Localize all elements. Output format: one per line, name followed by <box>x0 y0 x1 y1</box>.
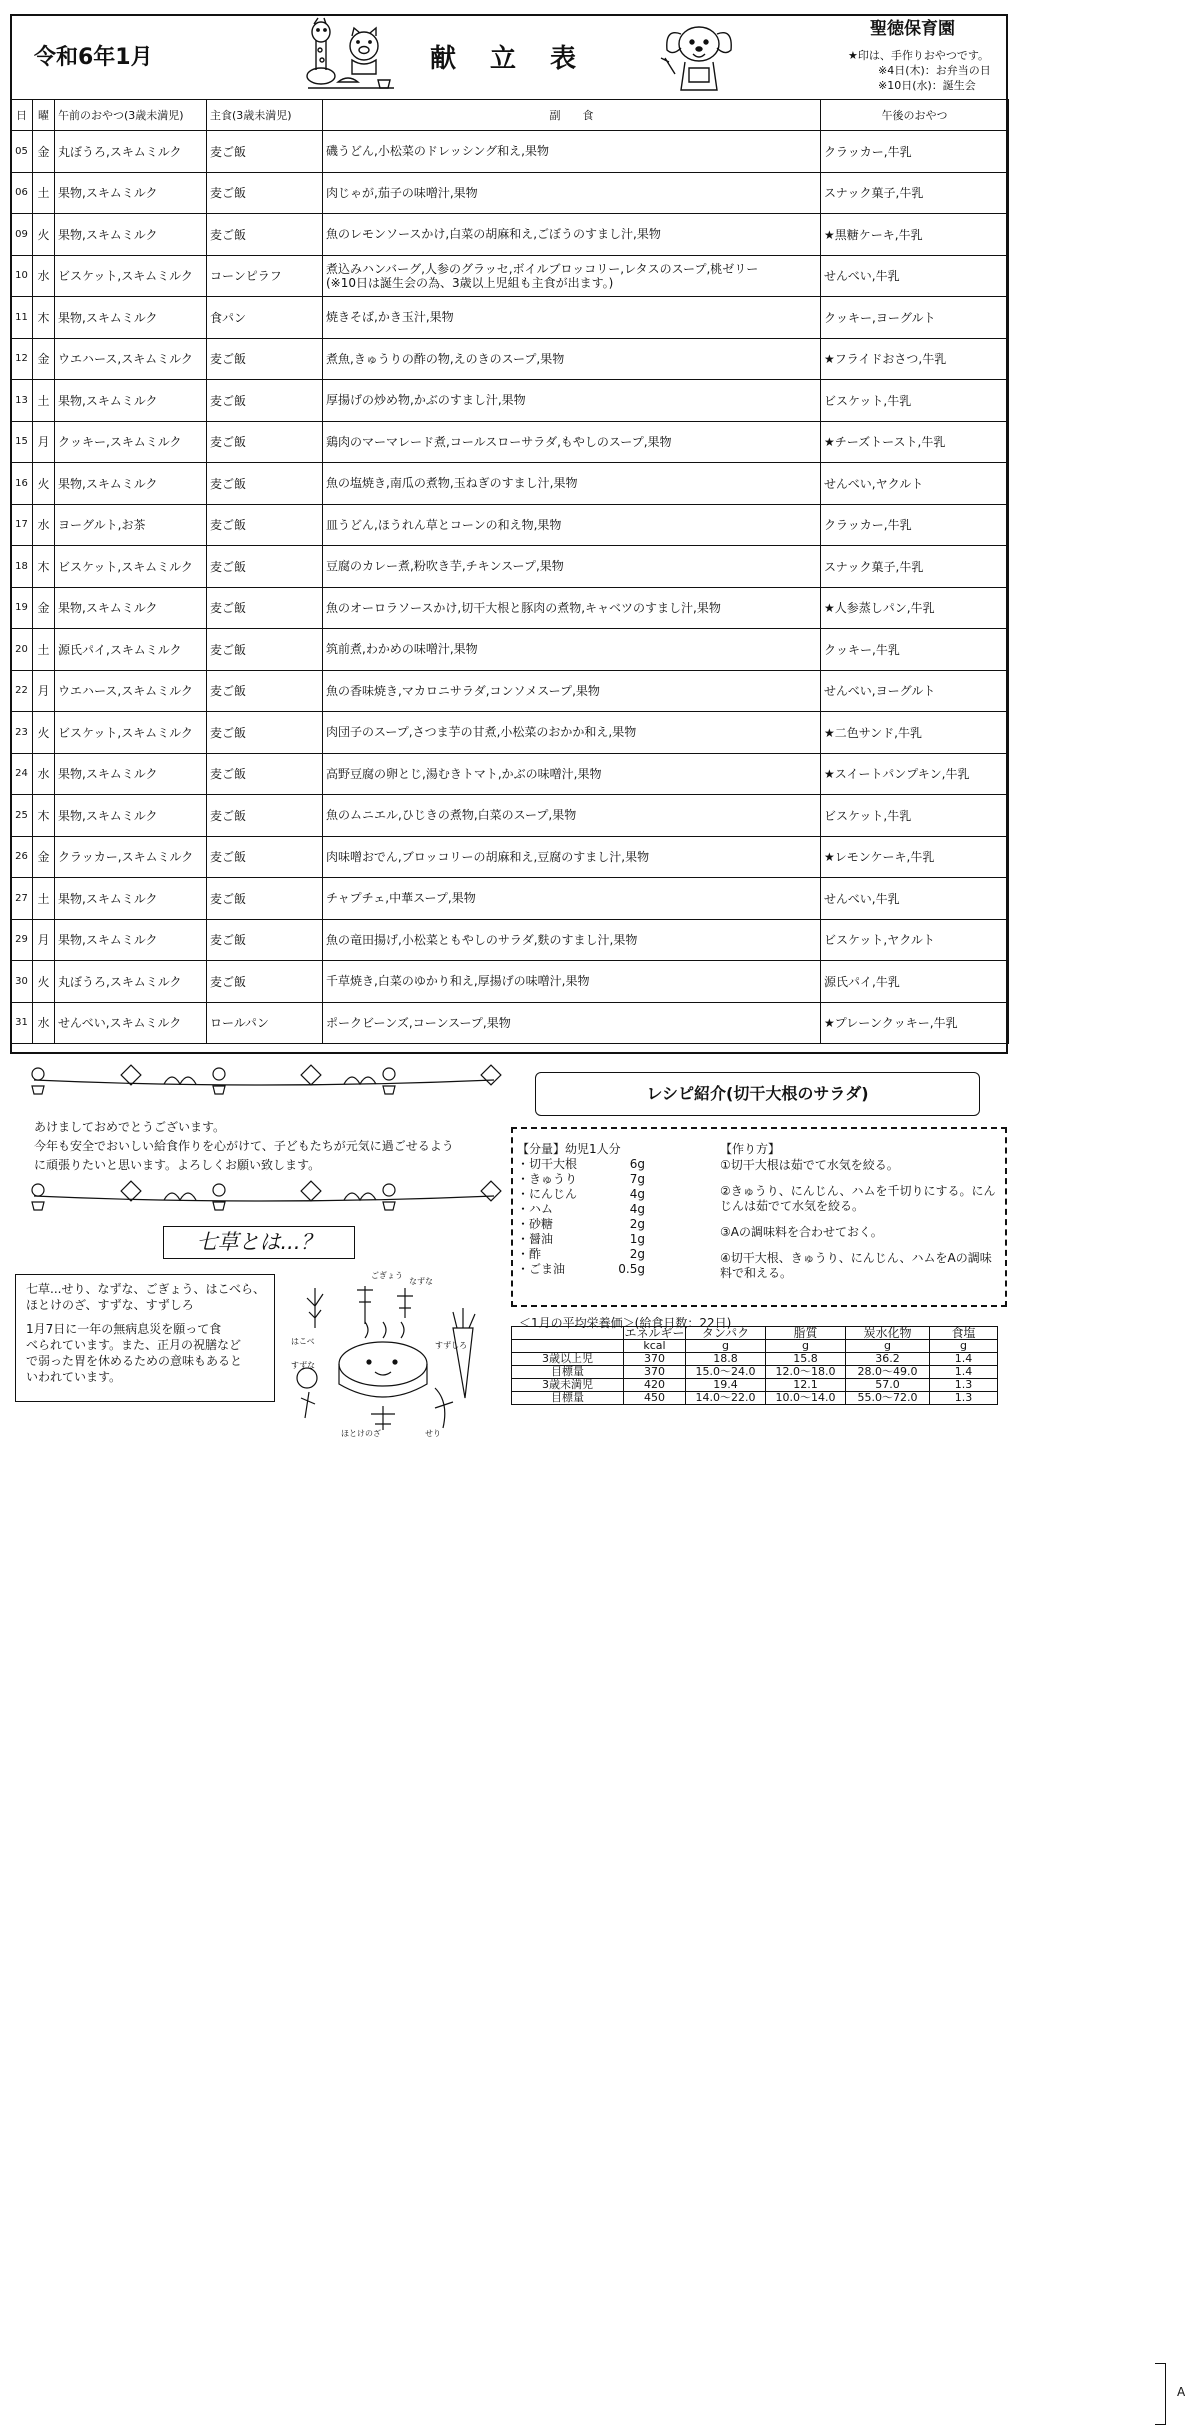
recipe-step: ③Aの調味料を合わせておく。 <box>720 1225 883 1239</box>
menu-side-dish-cell: 肉団子のスープ,さつま芋の甘煮,小松菜のおかか和え,果物 <box>323 712 821 754</box>
menu-weekday-cell: 火 <box>33 961 55 1003</box>
menu-staple-cell: 麦ご飯 <box>207 214 323 256</box>
nutrition-cell: 55.0～72.0 <box>846 1392 930 1405</box>
menu-pm-snack-cell: ★フライドおさつ,牛乳 <box>821 338 1009 380</box>
ingredient-name: ・きゅうり <box>517 1172 578 1186</box>
menu-am-snack-cell: 果物,スキムミルク <box>55 587 207 629</box>
nutrition-cell: g <box>686 1340 766 1353</box>
ingredient-item <box>517 1187 645 1202</box>
ingredient-amount: 7g <box>629 1172 645 1186</box>
menu-weekday-cell: 火 <box>33 463 55 505</box>
menu-staple-cell: コーンピラフ <box>207 255 323 297</box>
nutrition-cell: 370 <box>624 1366 686 1379</box>
menu-row <box>11 919 1009 961</box>
menu-weekday-cell: 木 <box>33 297 55 339</box>
nutrition-cell: 12.1 <box>766 1379 846 1392</box>
menu-am-snack-cell: クラッカー,スキムミルク <box>55 836 207 878</box>
menu-weekday-cell: 火 <box>33 712 55 754</box>
ingredient-name: ・にんじん <box>517 1187 578 1201</box>
decorative-border-top <box>14 1064 504 1096</box>
menu-day-cell: 29 <box>11 919 33 961</box>
nutrition-cell: 1.3 <box>930 1392 998 1405</box>
menu-row <box>11 338 1009 380</box>
menu-side-dish-cell: 千草焼き,白菜のゆかり和え,厚揚げの味噌汁,果物 <box>323 961 821 1003</box>
ingredient-name: ・ハム <box>517 1202 554 1216</box>
nanakusa-line: ほとけのざ、すずな、すずしろ <box>26 1298 194 1312</box>
menu-weekday-cell: 土 <box>33 172 55 214</box>
menu-row <box>11 878 1009 920</box>
ingredient-name: ・砂糖 <box>517 1217 554 1231</box>
menu-day-cell: 11 <box>11 297 33 339</box>
nutrition-cell: 目標量 <box>512 1366 624 1379</box>
col-header-staple: 主食(3歳未満児) <box>207 100 323 131</box>
menu-am-snack-cell: 果物,スキムミルク <box>55 214 207 256</box>
nutrition-cell: g <box>930 1340 998 1353</box>
nutrition-cell: 36.2 <box>846 1353 930 1366</box>
menu-staple-cell: 麦ご飯 <box>207 546 323 588</box>
menu-staple-cell: 麦ご飯 <box>207 919 323 961</box>
menu-side-dish-cell: 肉じゃが,茄子の味噌汁,果物 <box>323 172 821 214</box>
menu-day-cell: 23 <box>11 712 33 754</box>
menu-side-dish-cell: 魚の香味焼き,マカロニサラダ,コンソメスープ,果物 <box>323 670 821 712</box>
herb-label: すずな <box>291 1361 316 1370</box>
menu-weekday-cell: 土 <box>33 380 55 422</box>
menu-row <box>11 504 1009 546</box>
menu-row <box>11 795 1009 837</box>
menu-day-cell: 10 <box>11 255 33 297</box>
menu-pm-snack-cell: ★人参蒸しパン,牛乳 <box>821 587 1009 629</box>
seasoning-bracket <box>1155 2363 1166 2425</box>
nutrition-cell: 1.4 <box>930 1366 998 1379</box>
menu-side-dish-cell: 魚の竜田揚げ,小松菜ともやしのサラダ,麩のすまし汁,果物 <box>323 919 821 961</box>
menu-weekday-cell: 金 <box>33 338 55 380</box>
ingredient-amount: 2g <box>629 1247 645 1261</box>
menu-row <box>11 421 1009 463</box>
menu-side-dish-cell: 焼きそば,かき玉汁,果物 <box>323 297 821 339</box>
nutrition-cell: 目標量 <box>512 1392 624 1405</box>
menu-pm-snack-cell: スナック菓子,牛乳 <box>821 546 1009 588</box>
menu-day-cell: 12 <box>11 338 33 380</box>
menu-weekday-cell: 水 <box>33 504 55 546</box>
menu-row <box>11 712 1009 754</box>
menu-am-snack-cell: 果物,スキムミルク <box>55 919 207 961</box>
menu-pm-snack-cell: せんべい,ヤクルト <box>821 463 1009 505</box>
menu-row <box>11 214 1009 256</box>
menu-staple-cell: 麦ご飯 <box>207 629 323 671</box>
menu-day-cell: 13 <box>11 380 33 422</box>
menu-side-dish-cell: 筑前煮,わかめの味噌汁,果物 <box>323 629 821 671</box>
side-dish-note: (※10日は誕生会の為、3歳以上児組も主食が出ます。) <box>326 275 614 290</box>
recipe-step: ①切干大根は茹でて水気を絞る。 <box>720 1158 899 1172</box>
greeting-line: あけましておめでとうございます。 <box>34 1120 226 1134</box>
herb-label: ごぎょう <box>371 1271 403 1280</box>
menu-weekday-cell: 木 <box>33 546 55 588</box>
nutrition-cell: 450 <box>624 1392 686 1405</box>
seven-herbs-illustration <box>285 1268 500 1438</box>
menu-am-snack-cell: 果物,スキムミルク <box>55 172 207 214</box>
herb-label: なずな <box>409 1277 433 1286</box>
menu-row <box>11 380 1009 422</box>
menu-staple-cell: 麦ご飯 <box>207 961 323 1003</box>
menu-side-dish-cell: 魚のレモンソースかけ,白菜の胡麻和え,ごぼうのすまし汁,果物 <box>323 214 821 256</box>
menu-staple-cell: 麦ご飯 <box>207 878 323 920</box>
menu-pm-snack-cell: クラッカー,牛乳 <box>821 131 1009 173</box>
menu-row <box>11 629 1009 671</box>
menu-pm-snack-cell: スナック菓子,牛乳 <box>821 172 1009 214</box>
ingredient-item <box>517 1172 645 1187</box>
menu-side-dish-cell: 高野豆腐の卵とじ,湯むきトマト,かぶの味噌汁,果物 <box>323 753 821 795</box>
menu-side-dish-cell <box>323 255 821 297</box>
nutrition-unit-row <box>512 1340 998 1353</box>
menu-row <box>11 172 1009 214</box>
col-header-pm-snack: 午後のおやつ <box>821 100 1009 131</box>
herb-label: せり <box>425 1429 441 1438</box>
menu-am-snack-cell: 果物,スキムミルク <box>55 297 207 339</box>
menu-pm-snack-cell: ビスケット,牛乳 <box>821 795 1009 837</box>
ingredient-name: ・切干大根 <box>517 1157 578 1171</box>
menu-pm-snack-cell: ★黒糖ケーキ,牛乳 <box>821 214 1009 256</box>
menu-side-dish-cell: 魚のオーロラソースかけ,切干大根と豚肉の煮物,キャベツのすまし汁,果物 <box>323 587 821 629</box>
menu-pm-snack-cell: ★レモンケーキ,牛乳 <box>821 836 1009 878</box>
ingredient-amount: 1g <box>629 1232 645 1246</box>
menu-weekday-cell: 木 <box>33 795 55 837</box>
menu-day-cell: 25 <box>11 795 33 837</box>
ingredient-amount: 0.5g <box>618 1262 645 1276</box>
menu-staple-cell: 麦ご飯 <box>207 836 323 878</box>
ingredient-amount: 6g <box>629 1157 645 1171</box>
menu-table <box>10 99 1009 1044</box>
nutrition-row <box>512 1366 998 1379</box>
menu-pm-snack-cell: ★プレーンクッキー,牛乳 <box>821 1002 1009 1044</box>
nutrition-cell: 12.0～18.0 <box>766 1366 846 1379</box>
nutrition-header-cell <box>512 1327 624 1340</box>
menu-weekday-cell: 火 <box>33 214 55 256</box>
menu-staple-cell: 麦ご飯 <box>207 795 323 837</box>
menu-am-snack-cell: 丸ぼうろ,スキムミルク <box>55 961 207 1003</box>
dog-chef-illustration <box>655 18 745 98</box>
nutrition-cell: 1.3 <box>930 1379 998 1392</box>
menu-staple-cell: 麦ご飯 <box>207 712 323 754</box>
ingredients-header: 【分量】幼児1人分 <box>517 1142 621 1156</box>
menu-am-snack-cell: 果物,スキムミルク <box>55 380 207 422</box>
menu-day-cell: 19 <box>11 587 33 629</box>
menu-weekday-cell: 月 <box>33 919 55 961</box>
menu-pm-snack-cell: クッキー,牛乳 <box>821 629 1009 671</box>
menu-day-cell: 30 <box>11 961 33 1003</box>
menu-staple-cell: 麦ご飯 <box>207 504 323 546</box>
nutrition-row <box>512 1379 998 1392</box>
steps-header: 【作り方】 <box>720 1142 781 1156</box>
menu-row <box>11 670 1009 712</box>
menu-side-dish-cell: 煮魚,きゅうりの酢の物,えのきのスープ,果物 <box>323 338 821 380</box>
menu-row <box>11 1002 1009 1044</box>
menu-am-snack-cell: 源氏パイ,スキムミルク <box>55 629 207 671</box>
menu-day-cell: 05 <box>11 131 33 173</box>
col-header-weekday: 曜 <box>33 100 55 131</box>
nutrition-cell: 3歳以上児 <box>512 1353 624 1366</box>
menu-staple-cell: 麦ご飯 <box>207 421 323 463</box>
nutrition-row <box>512 1353 998 1366</box>
ingredient-name: ・酢 <box>517 1247 542 1261</box>
menu-am-snack-cell: 丸ぼうろ,スキムミルク <box>55 131 207 173</box>
nutrition-header-cell: エネルギー <box>624 1326 685 1340</box>
menu-day-cell: 18 <box>11 546 33 588</box>
menu-weekday-cell: 水 <box>33 753 55 795</box>
menu-staple-cell: ロールパン <box>207 1002 323 1044</box>
ingredient-amount: 4g <box>629 1187 645 1201</box>
herb-label: すずしろ <box>435 1341 468 1350</box>
menu-weekday-cell: 土 <box>33 878 55 920</box>
col-header-day: 日 <box>11 100 33 131</box>
menu-day-cell: 26 <box>11 836 33 878</box>
menu-row <box>11 131 1009 173</box>
menu-am-snack-cell: ビスケット,スキムミルク <box>55 546 207 588</box>
menu-side-dish-cell: 鶏肉のマーマレード煮,コールスローサラダ,もやしのスープ,果物 <box>323 421 821 463</box>
menu-am-snack-cell: ウエハース,スキムミルク <box>55 338 207 380</box>
menu-am-snack-cell: 果物,スキムミルク <box>55 878 207 920</box>
greeting-line: 今年も安全でおいしい給食作りを心がけて、子どもたちが元気に過ごせるよう <box>34 1139 454 1153</box>
menu-row <box>11 753 1009 795</box>
menu-day-cell: 09 <box>11 214 33 256</box>
page-title: 献立表 <box>430 44 611 74</box>
nutrition-header-cell: 脂質 <box>766 1327 846 1340</box>
menu-row <box>11 836 1009 878</box>
nutrition-cell: 420 <box>624 1379 686 1392</box>
nanakusa-line: べられています。また、正月の祝膳など <box>26 1338 242 1352</box>
nutrition-cell: g <box>846 1340 930 1353</box>
menu-am-snack-cell: 果物,スキムミルク <box>55 463 207 505</box>
menu-day-cell: 06 <box>11 172 33 214</box>
nanakusa-line: で弱った胃を休めるための意味もあると <box>26 1354 243 1368</box>
menu-weekday-cell: 月 <box>33 670 55 712</box>
ingredient-item <box>517 1217 645 1232</box>
menu-pm-snack-cell: ★スイートパンプキン,牛乳 <box>821 753 1009 795</box>
menu-staple-cell: 麦ご飯 <box>207 753 323 795</box>
nutrition-cell: 14.0～22.0 <box>686 1392 766 1405</box>
menu-weekday-cell: 金 <box>33 587 55 629</box>
menu-row <box>11 546 1009 588</box>
menu-row <box>11 463 1009 505</box>
ingredient-name: ・醤油 <box>517 1232 554 1246</box>
nutrition-cell: kcal <box>624 1340 686 1353</box>
nutrition-header-cell: 食塩 <box>930 1327 998 1340</box>
menu-side-dish-cell: 魚のムニエル,ひじきの煮物,白菜のスープ,果物 <box>323 795 821 837</box>
menu-pm-snack-cell: せんべい,牛乳 <box>821 878 1009 920</box>
nutrition-table <box>511 1326 998 1405</box>
menu-side-dish-cell: 豆腐のカレー煮,粉吹き芋,チキンスープ,果物 <box>323 546 821 588</box>
nutrition-cell: 1.4 <box>930 1353 998 1366</box>
nanakusa-description <box>15 1274 275 1402</box>
nutrition-header-row <box>512 1327 998 1340</box>
nutrition-caption: ＜1月の平均栄養価＞(給食日数：22日) <box>519 1316 732 1330</box>
greeting-line: に頑張りたいと思います。よろしくお願い致します。 <box>34 1158 321 1172</box>
note-birthday: ※10日(水)：誕生会 <box>878 79 976 92</box>
nanakusa-line: 七草...せり、なずな、ごぎょう、はこべら、 <box>26 1282 265 1296</box>
menu-am-snack-cell: せんべい,スキムミルク <box>55 1002 207 1044</box>
ingredient-name: ・ごま油 <box>517 1262 566 1276</box>
menu-side-dish-cell: 魚の塩焼き,南瓜の煮物,玉ねぎのすまし汁,果物 <box>323 463 821 505</box>
nutrition-cell: 370 <box>624 1353 686 1366</box>
menu-row <box>11 961 1009 1003</box>
menu-day-cell: 20 <box>11 629 33 671</box>
menu-day-cell: 24 <box>11 753 33 795</box>
herb-label: はこべ <box>291 1337 315 1346</box>
giraffe-pig-illustration <box>300 18 400 96</box>
nutrition-cell: 15.0～24.0 <box>686 1366 766 1379</box>
menu-weekday-cell: 月 <box>33 421 55 463</box>
note-handmade: ★印は、手作りおやつです。 <box>848 49 989 62</box>
menu-day-cell: 27 <box>11 878 33 920</box>
herb-label: ほとけのざ <box>341 1429 381 1438</box>
nanakusa-spacer <box>26 1313 264 1321</box>
ingredient-item <box>517 1262 645 1277</box>
menu-staple-cell: 麦ご飯 <box>207 172 323 214</box>
ingredient-list <box>517 1157 645 1277</box>
nanakusa-line: 1月7日に一年の無病息災を願って食 <box>26 1322 222 1336</box>
menu-am-snack-cell: ヨーグルト,お茶 <box>55 504 207 546</box>
greeting-text <box>34 1118 454 1175</box>
menu-side-dish-cell: ポークビーンズ,コーンスープ,果物 <box>323 1002 821 1044</box>
menu-side-dish-cell: 皿うどん,ほうれん草とコーンの和え物,果物 <box>323 504 821 546</box>
nutrition-cell: 3歳未満児 <box>512 1379 624 1392</box>
ingredient-item <box>517 1232 645 1247</box>
menu-row <box>11 297 1009 339</box>
menu-staple-cell: 食パン <box>207 297 323 339</box>
menu-pm-snack-cell: ビスケット,ヤクルト <box>821 919 1009 961</box>
recipe-step: ②きゅうり、にんじん、ハムを千切りにする。にんじんは茹でて水気を絞る。 <box>720 1184 996 1213</box>
menu-pm-snack-cell: クッキー,ヨーグルト <box>821 297 1009 339</box>
menu-weekday-cell: 金 <box>33 836 55 878</box>
nutrition-header-cell: 炭水化物 <box>846 1327 930 1340</box>
menu-header-row <box>11 100 1009 131</box>
menu-staple-cell: 麦ご飯 <box>207 587 323 629</box>
menu-staple-cell: 麦ご飯 <box>207 463 323 505</box>
col-header-side-dish: 副 食 <box>323 100 821 131</box>
nutrition-cell: 15.8 <box>766 1353 846 1366</box>
menu-day-cell: 15 <box>11 421 33 463</box>
menu-pm-snack-cell: ★チーズトースト,牛乳 <box>821 421 1009 463</box>
menu-am-snack-cell: 果物,スキムミルク <box>55 753 207 795</box>
side-dish-text: 煮込みハンバーグ,人参のグラッセ,ボイルブロッコリー,レタスのスープ,桃ゼリー <box>326 261 759 276</box>
recipe-steps <box>720 1142 1000 1292</box>
ingredient-item <box>517 1247 645 1262</box>
nutrition-cell <box>512 1340 624 1353</box>
menu-side-dish-cell: 厚揚げの炒め物,かぶのすまし汁,果物 <box>323 380 821 422</box>
menu-day-cell: 17 <box>11 504 33 546</box>
menu-staple-cell: 麦ご飯 <box>207 338 323 380</box>
menu-side-dish-cell: 肉味噌おでん,ブロッコリーの胡麻和え,豆腐のすまし汁,果物 <box>323 836 821 878</box>
recipe-heading: レシピ紹介(切干大根のサラダ) <box>535 1072 980 1116</box>
seasoning-group-label: A <box>1177 2385 1185 2399</box>
menu-pm-snack-cell: ビスケット,牛乳 <box>821 380 1009 422</box>
menu-am-snack-cell: クッキー,スキムミルク <box>55 421 207 463</box>
recipe-step: ④切干大根、きゅうり、にんじん、ハムをAの調味料で和える。 <box>720 1251 992 1280</box>
menu-day-cell: 22 <box>11 670 33 712</box>
menu-weekday-cell: 水 <box>33 1002 55 1044</box>
menu-weekday-cell: 水 <box>33 255 55 297</box>
month-label: 令和6年1月 <box>34 45 153 70</box>
nanakusa-line: いわれています。 <box>26 1370 122 1384</box>
menu-pm-snack-cell: 源氏パイ,牛乳 <box>821 961 1009 1003</box>
menu-day-cell: 16 <box>11 463 33 505</box>
header-notes <box>848 48 991 93</box>
menu-side-dish-cell: 磯うどん,小松菜のドレッシング和え,果物 <box>323 131 821 173</box>
menu-am-snack-cell: ビスケット,スキムミルク <box>55 255 207 297</box>
nutrition-cell: 28.0～49.0 <box>846 1366 930 1379</box>
menu-pm-snack-cell: せんべい,牛乳 <box>821 255 1009 297</box>
menu-am-snack-cell: 果物,スキムミルク <box>55 795 207 837</box>
nanakusa-heading: 七草とは...？ <box>163 1226 355 1259</box>
menu-weekday-cell: 土 <box>33 629 55 671</box>
ingredient-item <box>517 1157 645 1172</box>
menu-am-snack-cell: ビスケット,スキムミルク <box>55 712 207 754</box>
menu-weekday-cell: 金 <box>33 131 55 173</box>
ingredient-item <box>517 1202 645 1217</box>
nutrition-cell: g <box>766 1340 846 1353</box>
menu-pm-snack-cell: せんべい,ヨーグルト <box>821 670 1009 712</box>
menu-row <box>11 255 1009 297</box>
recipe-ingredients <box>517 1142 645 1277</box>
nutrition-row <box>512 1392 998 1405</box>
menu-staple-cell: 麦ご飯 <box>207 380 323 422</box>
ingredient-amount: 2g <box>629 1217 645 1231</box>
menu-am-snack-cell: ウエハース,スキムミルク <box>55 670 207 712</box>
menu-day-cell: 31 <box>11 1002 33 1044</box>
nutrition-cell: 18.8 <box>686 1353 766 1366</box>
ingredient-amount: 4g <box>629 1202 645 1216</box>
menu-pm-snack-cell: ★二色サンド,牛乳 <box>821 712 1009 754</box>
col-header-am-snack: 午前のおやつ(3歳未満児) <box>55 100 207 131</box>
menu-staple-cell: 麦ご飯 <box>207 131 323 173</box>
nutrition-header-cell: タンパク <box>686 1327 766 1340</box>
nutrition-cell: 19.4 <box>686 1379 766 1392</box>
nutrition-cell: 57.0 <box>846 1379 930 1392</box>
menu-staple-cell: 麦ご飯 <box>207 670 323 712</box>
school-name: 聖徳保育園 <box>870 19 955 39</box>
menu-row <box>11 587 1009 629</box>
nutrition-cell: 10.0～14.0 <box>766 1392 846 1405</box>
menu-pm-snack-cell: クラッカー,牛乳 <box>821 504 1009 546</box>
menu-side-dish-cell: チャプチェ,中華スープ,果物 <box>323 878 821 920</box>
decorative-border-bottom <box>14 1180 504 1212</box>
note-bento-day: ※4日(木)：お弁当の日 <box>878 64 991 77</box>
